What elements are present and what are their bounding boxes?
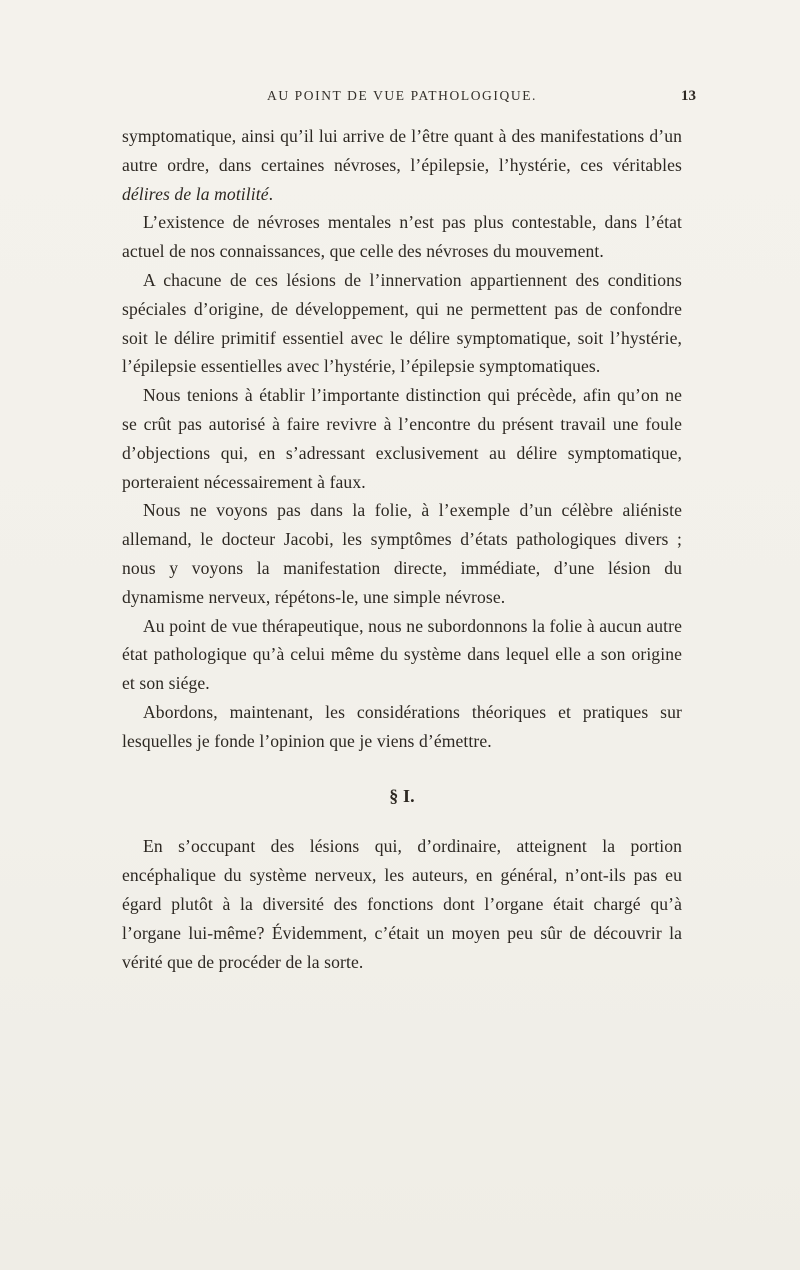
paragraph bbox=[122, 496, 682, 611]
paragraph bbox=[122, 381, 682, 496]
text-run: Au point de vue thérapeutique, nous ne subordonnons la folie à aucun autre état pathologique qu’à celui même du système dans lequel elle a son origine et son siége. bbox=[122, 615, 682, 694]
text-run: symptomatique, ainsi qu’il lui arrive de l’être quant à des manifestations d’un autre ordre, dans certaines névroses, l’épilepsie, l’hystérie, ces véritables bbox=[122, 126, 682, 175]
text-run: Nous ne voyons pas dans la folie, à l’exemple d’un célèbre aliéniste allemand, le docteur Jacobi, les symptômes d’états pathologiques divers ; nous y voyons la manifestation directe, immédiate, d’une lésion du dynamisme nerveux, répétons-le, une simple névrose. bbox=[122, 500, 682, 607]
paragraph bbox=[122, 122, 682, 208]
paragraph bbox=[122, 832, 682, 976]
paragraph bbox=[122, 612, 682, 698]
italic-text-run: délires de la motilité bbox=[122, 183, 269, 204]
text-block bbox=[122, 122, 682, 976]
paragraph bbox=[122, 208, 682, 266]
text-run: L’existence de névroses mentales n’est pas plus contestable, dans l’état actuel de nos connaissances, que celle des névroses du mouvement. bbox=[122, 212, 682, 262]
paragraph bbox=[122, 698, 682, 756]
paragraph bbox=[122, 266, 682, 381]
page-header bbox=[122, 88, 696, 110]
text-run: En s’occupant des lésions qui, d’ordinaire, atteignent la portion encéphalique du système nerveux, les auteurs, en général, n’ont-ils pas eu égard plutôt à la diversité des fonctions dont l’organe était chargé qu’à l’organe lui-même? Évidemment, c’était un moyen peu sûr de découvrir la vérité que de procéder de la sorte. bbox=[122, 836, 682, 972]
section-heading: § I. bbox=[389, 785, 415, 806]
text-run: A chacune de ces lésions de l’innervation appartiennent des conditions spéciales d’origine, de développement, qui ne permettent pas de confondre soit le délire primitif essentiel avec le délire symptomatique, soit l’hystérie, l’épilepsie essentielles avec l’hystérie, l’épilepsie symptomatiques. bbox=[122, 269, 682, 377]
text-run: Abordons, maintenant, les considérations théoriques et pratiques sur lesquelles je fonde l’opinion que je viens d’émettre. bbox=[122, 701, 682, 751]
text-run: Nous tenions à établir l’importante distinction qui précède, afin qu’on ne se crût pas autorisé à faire revivre à l’encontre du présent travail une foule d’objections qui, en s’adressant exclusivement au délire symptomatique, porteraient nécessairement à faux. bbox=[122, 385, 682, 492]
page-number: 13 bbox=[681, 88, 696, 104]
running-title: AU POINT DE VUE PATHOLOGIQUE. bbox=[266, 88, 538, 103]
text-run: . bbox=[268, 183, 274, 204]
